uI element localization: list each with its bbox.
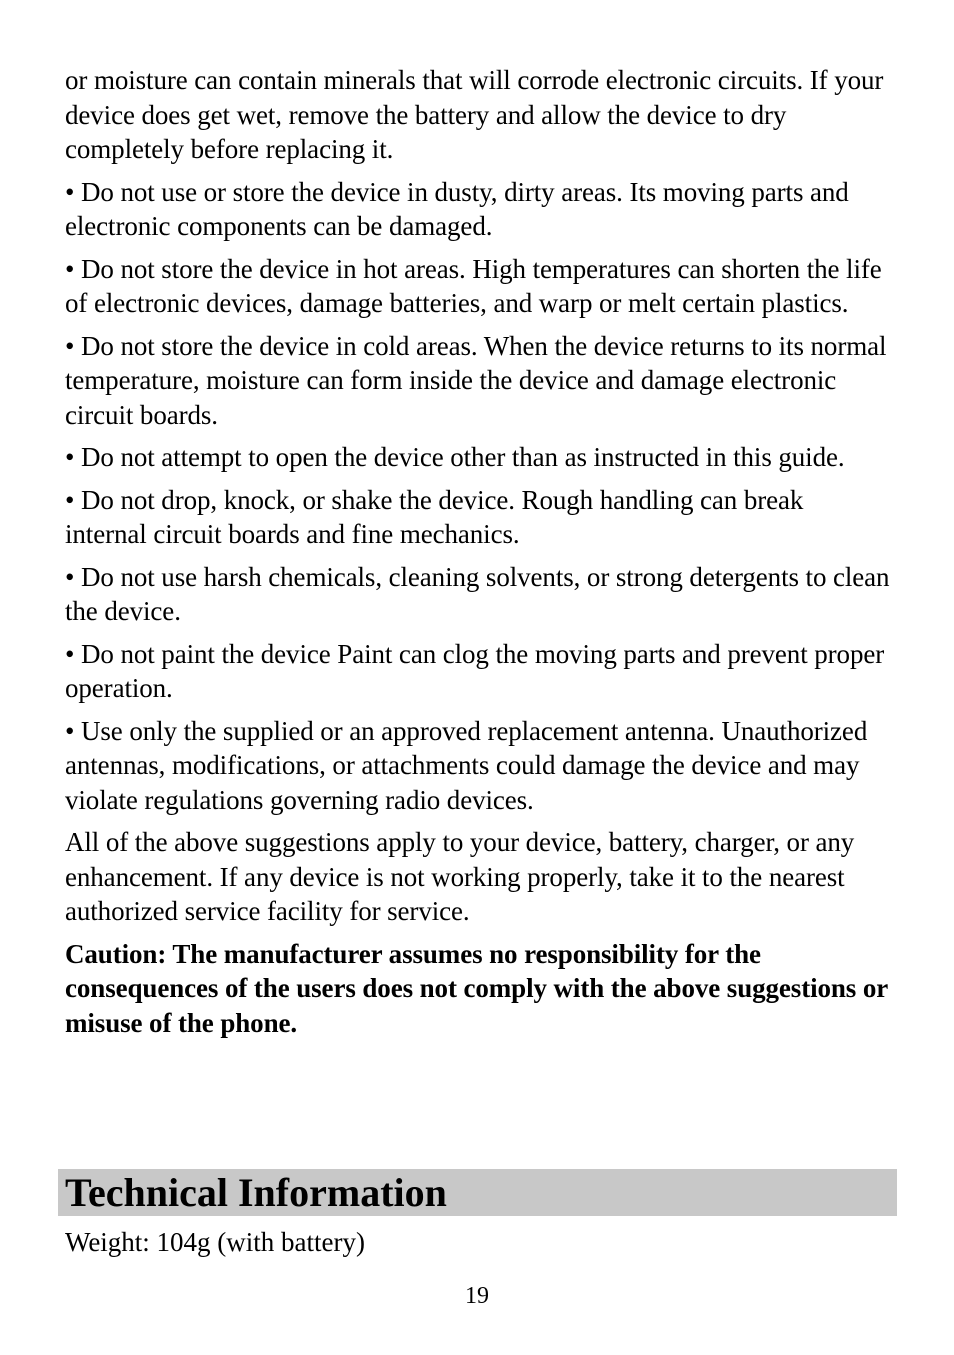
spec-weight: Weight: 104g (with battery) <box>65 1227 366 1257</box>
bullet-paint: • Do not paint the device Paint can clog the moving parts and prevent proper operation. <box>65 638 885 703</box>
bullet-cold-areas: • Do not store the device in cold areas. When the device returns to its normal temperature, moisture can form inside the device and damage electronic circuit boards. <box>65 330 887 430</box>
bullet-hot-areas: • Do not store the device in hot areas. High temperatures can shorten the life of electronic devices, damage batteries, and warp or melt certain plastics. <box>65 253 882 318</box>
bullet-open-device: • Do not attempt to open the device other than as instructed in this guide. <box>65 442 845 472</box>
bullet-harsh-chemicals: • Do not use harsh chemicals, cleaning solvents, or strong detergents to clean the device. <box>65 561 890 626</box>
page-number: 19 <box>465 1283 489 1309</box>
document-body <box>65 63 890 1040</box>
bullet-antenna: • Use only the supplied or an approved replacement antenna. Unauthorized antennas, modifications, or attachments could damage the device and may violate regulations governing radio devices. <box>65 715 868 815</box>
bullet-dusty-areas: • Do not use or store the device in dusty, dirty areas. Its moving parts and electronic components can be damaged. <box>65 176 849 241</box>
paragraph-moisture: or moisture can contain minerals that will corrode electronic circuits. If your device does get wet, remove the battery and allow the device to dry completely before replacing it. <box>65 65 884 164</box>
paragraph-summary: All of the above suggestions apply to your device, battery, charger, or any enhancement. If any device is not working properly, take it to the nearest authorized service facility for service. <box>65 827 855 926</box>
bullet-drop-knock: • Do not drop, knock, or shake the device. Rough handling can break internal circuit boards and fine mechanics. <box>65 484 804 549</box>
caution-notice: Caution: The manufacturer assumes no responsibility for the consequences of the users does not comply with the above suggestions or misuse of the phone. <box>65 938 888 1038</box>
section-title: Technical Information <box>65 1170 447 1215</box>
